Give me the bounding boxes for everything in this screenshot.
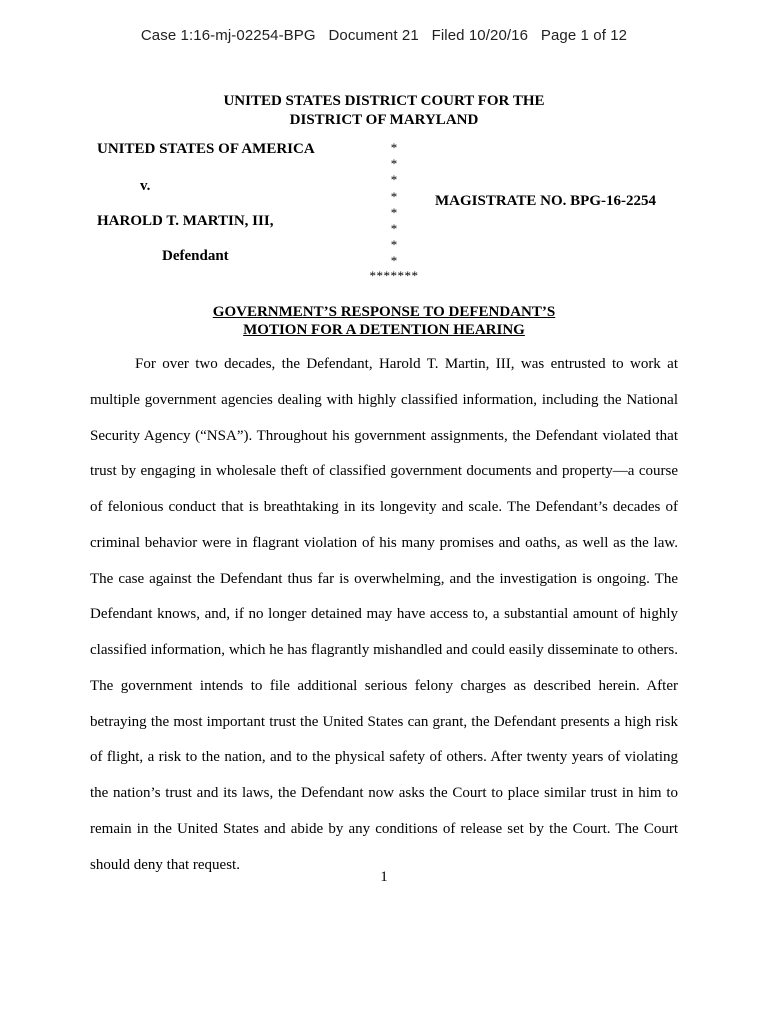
document-title-line-2: MOTION FOR A DETENTION HEARING [243, 322, 525, 338]
document-title-line-1: GOVERNMENT’S RESPONSE TO DEFENDANT’S [212, 304, 556, 320]
body-line: Defendant knows, and, if no longer detained may have access to, a substantial amount of highly [90, 606, 678, 623]
court-name-line-2: DISTRICT OF MARYLAND [289, 112, 479, 128]
body-line: criminal behavior were in flagrant violation of his many promises and oaths, as well as the law. [90, 534, 678, 551]
caption-defendant-name: HAROLD T. MARTIN, III, [97, 213, 274, 229]
caption-star: * [390, 204, 398, 220]
body-line: For over two decades, the Defendant, Harold T. Martin, III, was entrusted to work at [135, 356, 678, 372]
body-line: betraying the most important trust the United States can grant, the Defendant presents a high risk [90, 713, 678, 730]
caption-star-column [384, 140, 404, 270]
caption-star: * [390, 253, 398, 269]
body-line: remain in the United States and abide by any conditions of release set by the Court. The Court [90, 820, 678, 837]
caption-star: * [390, 237, 398, 253]
body-line: Security Agency (“NSA”). Throughout his government assignments, the Defendant violated that [90, 427, 678, 444]
caption-plaintiff: UNITED STATES OF AMERICA [97, 141, 315, 157]
caption-star: * [390, 140, 398, 155]
body-paragraph [90, 353, 678, 889]
body-line: The case against the Defendant thus far is overwhelming, and the investigation is ongoing. The [90, 570, 678, 587]
body-line: of flight, a risk to the nation, and to the physical safety of others. After twenty years of violating [90, 749, 678, 766]
caption-star: * [390, 188, 398, 204]
caption-star-row: ******* [369, 268, 419, 283]
magistrate-number: MAGISTRATE NO. BPG-16-2254 [435, 193, 656, 209]
court-name-line-1: UNITED STATES DISTRICT COURT FOR THE [223, 93, 545, 109]
body-line: trust by engaging in wholesale theft of classified government documents and property—a course [90, 463, 678, 480]
caption-star: * [390, 221, 398, 237]
body-line: of felonious conduct that is breathtaking in its longevity and scale. The Defendant’s decades of [90, 499, 678, 515]
page-number: 1 [380, 869, 388, 885]
body-line: The government intends to file additional serious felony charges as described herein. After [90, 677, 678, 694]
caption-versus: v. [140, 178, 151, 194]
case-header-stamp: Case 1:16-mj-02254-BPG Document 21 Filed 10/20/16 Page 1 of 12 [140, 27, 628, 44]
body-line: classified information, which he has flagrantly mishandled and could easily disseminate to others. [90, 642, 678, 658]
caption-star: * [390, 156, 398, 172]
caption-defendant-label: Defendant [162, 248, 229, 264]
body-line: multiple government agencies dealing with highly classified information, including the National [90, 391, 678, 408]
body-line: the nation’s trust and its laws, the Defendant now asks the Court to place similar trust in him to [90, 785, 678, 801]
caption-star: * [390, 172, 398, 188]
body-line: should deny that request. [90, 856, 240, 873]
